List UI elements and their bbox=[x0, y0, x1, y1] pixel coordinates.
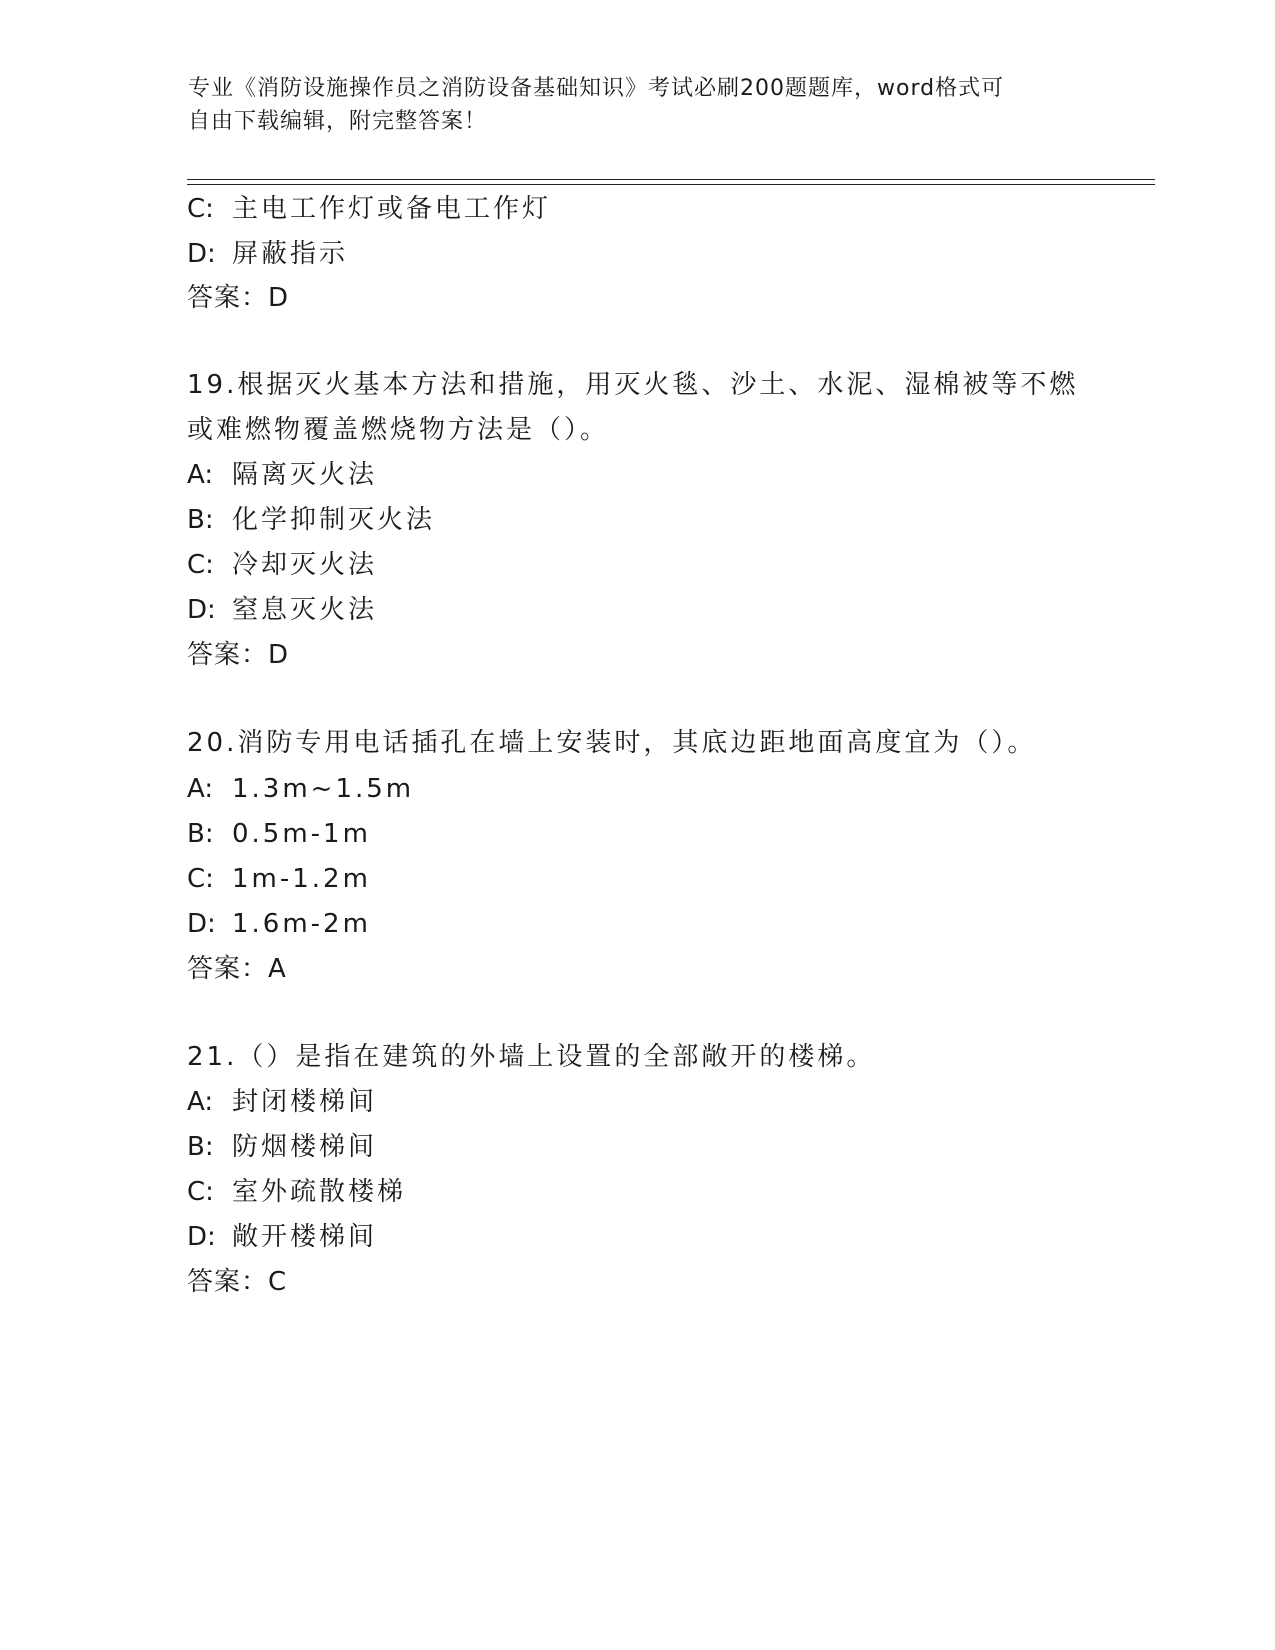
answer-line: 答案：D bbox=[187, 283, 290, 313]
option-a bbox=[187, 459, 377, 491]
option-text: 冷却灭火法 bbox=[232, 550, 378, 580]
option-text: 屏蔽指示 bbox=[232, 239, 349, 269]
option-label: A: bbox=[187, 1087, 214, 1117]
option-text: 敞开楼梯间 bbox=[232, 1222, 378, 1252]
answer-line: 答案：D bbox=[187, 640, 290, 670]
answer-line: 答案：A bbox=[187, 954, 287, 984]
question-stem: 19.根据灭火基本方法和措施，用灭火毯、沙土、水泥、湿棉被等不燃 bbox=[187, 370, 1079, 400]
option-d bbox=[187, 238, 348, 270]
answer-line: 答案：C bbox=[187, 1267, 288, 1297]
option-label: D: bbox=[187, 909, 216, 939]
header-line-1: 专业《消防设施操作员之消防设备基础知识》考试必刷200题题库，word格式可 bbox=[188, 76, 1005, 101]
option-label: C: bbox=[187, 864, 214, 894]
option-label: D: bbox=[187, 1222, 216, 1252]
option-c bbox=[187, 863, 371, 895]
option-c bbox=[187, 549, 377, 581]
option-b bbox=[187, 504, 435, 536]
header-divider-bottom bbox=[187, 184, 1155, 185]
option-d bbox=[187, 908, 371, 940]
option-b bbox=[187, 1131, 377, 1163]
option-text: 0.5m-1m bbox=[232, 819, 371, 849]
option-label: B: bbox=[187, 819, 214, 849]
option-a bbox=[187, 773, 414, 805]
option-label: B: bbox=[187, 505, 214, 535]
option-c bbox=[187, 1176, 406, 1208]
option-a bbox=[187, 1086, 377, 1118]
option-c bbox=[187, 193, 551, 225]
option-b bbox=[187, 818, 371, 850]
question-stem: 21.（）是指在建筑的外墙上设置的全部敞开的楼梯。 bbox=[187, 1042, 876, 1072]
option-label: D: bbox=[187, 239, 216, 269]
option-label: B: bbox=[187, 1132, 214, 1162]
header-divider-top bbox=[187, 179, 1155, 180]
option-label: A: bbox=[187, 460, 214, 490]
question-stem-cont: 或难燃物覆盖燃烧物方法是（）。 bbox=[187, 415, 610, 445]
option-text: 1.3m~1.5m bbox=[232, 774, 415, 804]
option-label: C: bbox=[187, 194, 214, 224]
option-text: 主电工作灯或备电工作灯 bbox=[232, 194, 552, 224]
option-text: 窒息灭火法 bbox=[232, 595, 378, 625]
option-label: D: bbox=[187, 595, 216, 625]
option-d bbox=[187, 1221, 377, 1253]
option-text: 1m-1.2m bbox=[232, 864, 371, 894]
option-label: A: bbox=[187, 774, 214, 804]
question-stem: 20.消防专用电话插孔在墙上安装时，其底边距地面高度宜为（）。 bbox=[187, 728, 1037, 758]
document-header bbox=[188, 72, 1068, 138]
option-text: 1.6m-2m bbox=[232, 909, 371, 939]
option-text: 封闭楼梯间 bbox=[232, 1087, 378, 1117]
option-label: C: bbox=[187, 550, 214, 580]
option-label: C: bbox=[187, 1177, 214, 1207]
option-d bbox=[187, 594, 377, 626]
option-text: 室外疏散楼梯 bbox=[232, 1177, 407, 1207]
option-text: 化学抑制灭火法 bbox=[232, 505, 436, 535]
header-line-2: 自由下载编辑，附完整答案！ bbox=[188, 109, 488, 134]
option-text: 防烟楼梯间 bbox=[232, 1132, 378, 1162]
option-text: 隔离灭火法 bbox=[232, 460, 378, 490]
